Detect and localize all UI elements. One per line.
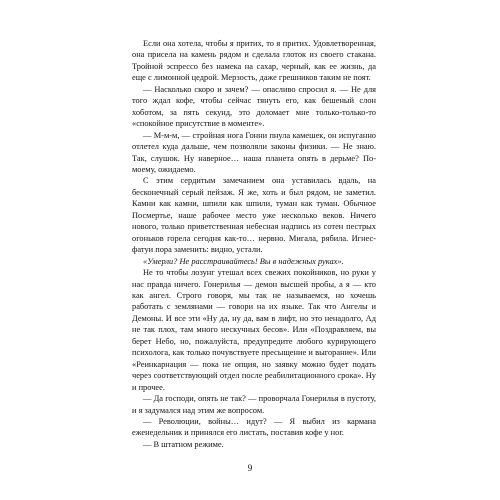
paragraph-7: — Да господи, опять не так? — проворчала Гонерилья в пустоту, и я задумался над этим же вопросом. [132,394,376,415]
paragraph-4: С этим сердитым замечанием она уставилась вдаль, на бесконечный серый пейзаж. Я же, хоть и был рядом, не заметил. Камни как камни, шпили как шпили, туман как туман. Обычное Посмертье, наше рабочее место уже несколько веков. Ничего нового, только приветственная небесная надпись из сотен пестрых огоньков горела сегодня как-то… нервно. Мигала, рябила. Игнес-фатуи пора заменить: видно, устали. [132,176,376,255]
paragraph-5-slogan: «Умерли? Не расстраивайтесь! Вы в надежных руках». [143,256,344,266]
paragraph-8: — Революции, войны… идут? — Я выбил из кармана еженедельник и принялся его листать, поставив кофе у ног. [132,416,376,438]
paragraph-1: Если она хотела, чтобы я притих, то я притих. Удовлетворенная, она присела на камень рядом и сделала глоток из своего стакана. Тройной эспрессо без намека на сахар, черный, как ее жизнь, да еще с лимонной цедрой. Мерзость, даже грешников таким не поят. [132,39,376,83]
paragraph-3: — М-м-м, — стройная нога Гонни пнула камешек, он испуганно отлетел куда дальше, чем позволяли законы физики. — Не знаю. Так, слушок. Ну наверное… наша планета опять в дерьме? По-моему, ожидаемо. [132,130,376,174]
paragraph-6: Не то чтобы лозунг утешал всех свежих покойников, но руки у нас правда ничего. Гонерилья — демон высшей пробы, а я — кто как ангел. Строго говоря, мы так не называемся, но хочешь работать с землянами — говори на их языке. Так что Ангелы и Демоны. И все эти «Ну да, ну да, вам в лифт, но это ненадолго, Ад не так плох, там много нескучных бесов». Или «Поздравляем, вы берет Небо, но, пожалуйста, предупредите любого курирующего психолога, как только почувствуете пресыщение и выгорание». Или «Реинкарнация — пока не опция, но заявку можно будет подать через соответствующий отдел после реабилитационного срока». Ну и прочее. [132,268,376,392]
page-number: 9 [247,463,253,473]
paragraph-2: — Насколько скоро и зачем? — опасливо спросил я. — Не для того ждал кофе, чтобы сейчас тянуть его, как бешеный слон хоботом, за пять секунд, это доломает мне только-только-то «спокойное присутствие в моменте». [132,84,376,129]
body-text [132,38,376,450]
paragraph-9: — В штатном режиме. [143,439,224,449]
